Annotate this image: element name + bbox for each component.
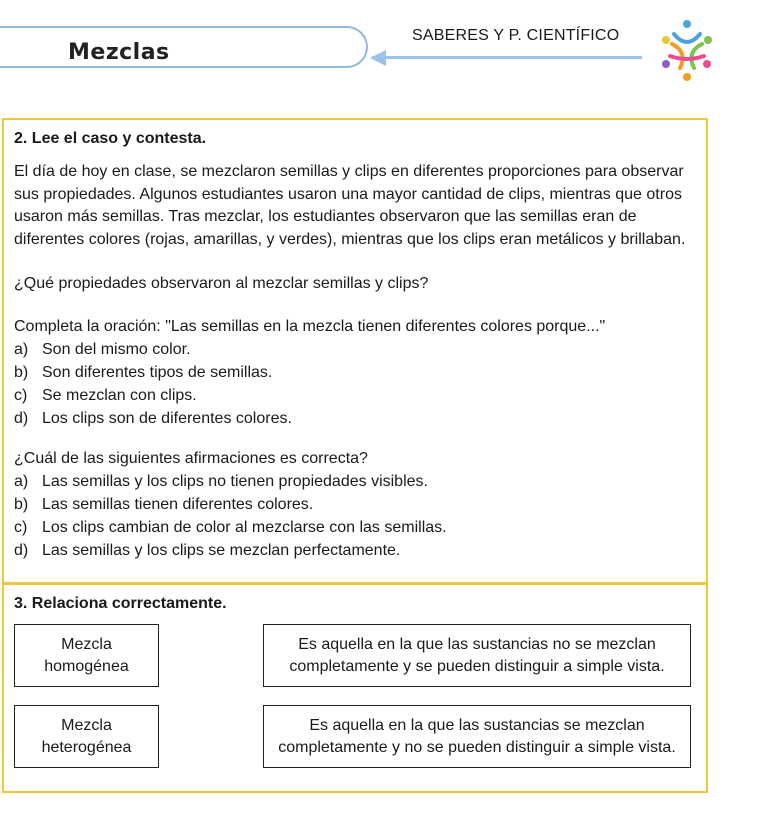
definition-line: Es aquella en la que las sustancias se mezclan [309,716,645,734]
people-circle-logo-icon [652,20,722,82]
term-line: heterogénea [41,738,132,756]
term-line: Mezcla [61,635,112,653]
case-paragraph [14,161,698,251]
title-banner [0,26,368,68]
header-divider-line [372,56,642,59]
option-text: Las semillas tienen diferentes colores. [42,496,314,513]
option-text: Son diferentes tipos de semillas. [42,364,273,381]
option-letter: d) [14,542,29,559]
option-text: Las semillas y los clips se mezclan perfectamente. [42,542,401,559]
question-2-prompt: Completa la oración: "Las semillas en la mezcla tienen diferentes colores porque..." [14,318,606,335]
page-header [0,0,770,100]
section-label: SABERES Y P. CIENTÍFICO [412,27,620,44]
paragraph-line: diferentes colores (rojas, amarillas, y verdes), mientras que los clips eran metálicos y brillaban. [14,230,686,248]
definition-line: Es aquella en la que las sustancias no se mezclan [298,635,656,653]
term-box-homogeneous[interactable] [14,624,159,687]
term-line: homogénea [44,657,129,675]
activity-2-heading: 2. Lee el caso y contesta. [14,130,207,147]
paragraph-line: El día de hoy en clase, se mezclaron semillas y clips en diferentes proporciones para observar [14,163,684,180]
option-text: Son del mismo color. [42,341,191,358]
definition-line: completamente y no se pueden distinguir a simple vista. [278,738,676,756]
option-letter: b) [14,496,29,513]
option-letter: c) [14,387,28,404]
term-line: Mezcla [61,716,112,734]
activity-3-heading: 3. Relaciona correctamente. [14,595,227,612]
definition-box-1[interactable] [263,624,691,687]
definition-line: completamente y se pueden distinguir a simple vista. [289,657,665,675]
definition-box-2[interactable] [263,705,691,768]
option-letter: c) [14,519,28,536]
paragraph-line: usaron más semillas. Tras mezclar, los estudiantes observaron que las semillas eran de [14,208,637,225]
option-letter: a) [14,473,29,490]
page-title: Mezclas [68,40,170,65]
paragraph-line: sus propiedades. Algunos estudiantes usaron una mayor cantidad de clips, mientras que otros [14,185,682,203]
option-letter: a) [14,341,29,358]
term-box-heterogeneous[interactable] [14,705,159,768]
option-letter: d) [14,410,29,427]
option-text: Los clips son de diferentes colores. [42,410,292,427]
option-letter: b) [14,364,29,381]
question-3-prompt: ¿Cuál de las siguientes afirmaciones es correcta? [14,450,368,467]
question-1: ¿Qué propiedades observaron al mezclar semillas y clips? [14,275,429,292]
option-text: Se mezclan con clips. [42,387,197,404]
option-text: Los clips cambian de color al mezclarse con las semillas. [42,519,447,536]
option-text: Las semillas y los clips no tienen propiedades visibles. [42,473,428,490]
